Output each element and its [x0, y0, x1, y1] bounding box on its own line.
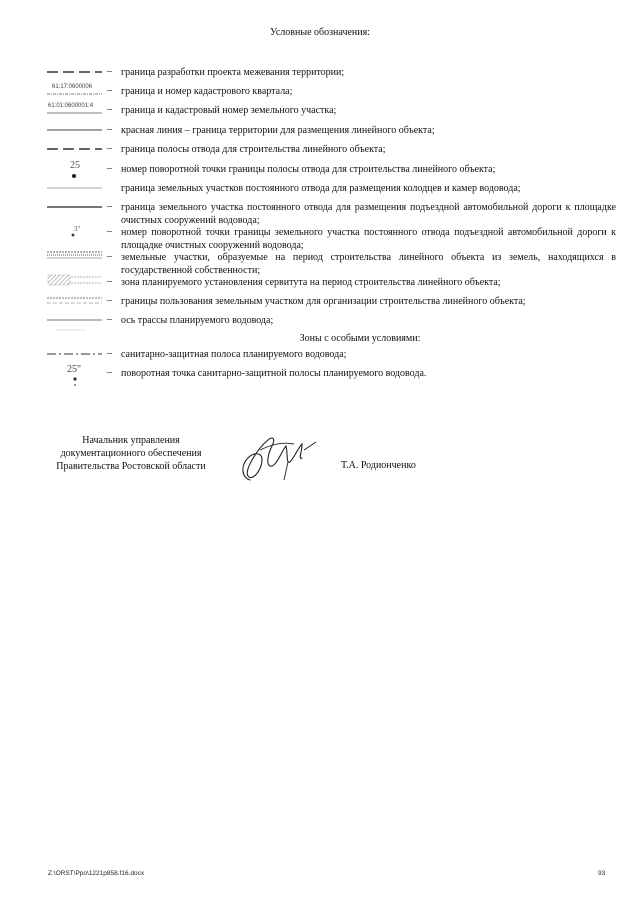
handwritten-signature	[232, 430, 332, 490]
dash: –	[107, 314, 112, 325]
dash: –	[107, 201, 112, 212]
symbol-project-boundary	[47, 69, 102, 75]
signatory-name: Т.А. Родионченко	[341, 460, 416, 471]
symbol-wells-parcel	[47, 186, 102, 190]
symbol-turn-point	[47, 160, 102, 180]
position-line-2: документационного обеспечения	[60, 448, 202, 459]
zones-title: Зоны с особыми условиями:	[299, 333, 421, 344]
quarter-number-label: 61:17:0600006	[52, 84, 93, 90]
dash: –	[107, 163, 112, 174]
dash: –	[107, 124, 112, 135]
legend-text-5: граница полосы отвода для строительства линейного объекта;	[121, 144, 386, 155]
legend-text-3: граница и кадастровый номер земельного участка;	[121, 105, 337, 116]
legend-text-7: граница земельных участков постоянного отвода для размещения колодцев и камер водовода;	[121, 183, 521, 194]
zone-text-1: санитарно-защитная полоса планируемого водовода;	[121, 349, 347, 360]
dash: –	[107, 348, 112, 359]
dash: –	[107, 251, 112, 262]
dash: –	[107, 226, 112, 237]
legend-text-13: ось трассы планируемого водовода;	[121, 315, 274, 326]
legend-text-2: граница и номер кадастрового квартала;	[121, 86, 293, 97]
symbol-sanitary-strip	[47, 352, 102, 356]
symbol-cadastral-quarter	[47, 84, 102, 96]
legend-text-8: граница земельного участка постоянного отвода для размещения подъездной автомобильной дороги к площадке очистных сооружений водовода;	[121, 202, 616, 226]
parcel-number-label: 61:01:0600001:4	[48, 103, 94, 109]
dash: –	[107, 143, 112, 154]
symbol-temporary-parcels	[47, 250, 102, 260]
legend-text-4: красная линия – граница территории для размещения линейного объекта;	[121, 125, 435, 136]
dash: –	[107, 104, 112, 115]
position-line-1: Начальник управления	[82, 435, 180, 446]
signatory-position	[46, 434, 216, 473]
symbol-road-turn-point	[47, 225, 102, 241]
legend-text-10: земельные участки, образуемые на период строительства линейного объекта из земель, находящихся в государственной собственности;	[121, 252, 616, 276]
sanitary-turn-point-number: 25"	[67, 364, 82, 375]
dash: –	[107, 295, 112, 306]
turn-point-number: 25	[70, 160, 80, 171]
symbol-construction-strip	[47, 146, 102, 152]
road-turn-point-number: 3"	[74, 225, 81, 233]
symbol-pipeline-axis	[47, 318, 102, 332]
dash: –	[107, 66, 112, 77]
symbol-sanitary-turn-point	[47, 364, 102, 388]
document-path: Z:\ORST\Ppo\1221p858.f16.docx	[48, 870, 145, 877]
page-number: 93	[598, 870, 606, 877]
legend-text-11: зона планируемого установления сервитута на период строительства линейного объекта;	[121, 277, 501, 288]
symbol-servitude-zone	[47, 275, 102, 286]
legend-title: Условные обозначения:	[269, 27, 370, 38]
position-line-3: Правительства Ростовской области	[56, 461, 206, 472]
legend-text-1: граница разработки проекта межевания территории;	[121, 67, 345, 78]
symbol-land-use-boundary	[47, 296, 102, 306]
dash: –	[107, 367, 112, 378]
legend-text-9: номер поворотной точки границы земельного участка постоянного отвода подъездной автомобильной дороги к площадке очистных сооружений водовода;	[121, 227, 616, 251]
legend-text-12: границы пользования земельным участком для организации строительства линейного объекта;	[121, 296, 526, 307]
legend-text-6: номер поворотной точки границы полосы отвода для строительства линейного объекта;	[121, 164, 496, 175]
dash: –	[107, 276, 112, 287]
dash: –	[107, 85, 112, 96]
symbol-parcel	[47, 103, 102, 115]
symbol-road-parcel	[47, 205, 102, 209]
symbol-red-line	[47, 128, 102, 132]
zone-text-2: поворотная точка санитарно-защитной полосы планируемого водовода.	[121, 368, 427, 379]
